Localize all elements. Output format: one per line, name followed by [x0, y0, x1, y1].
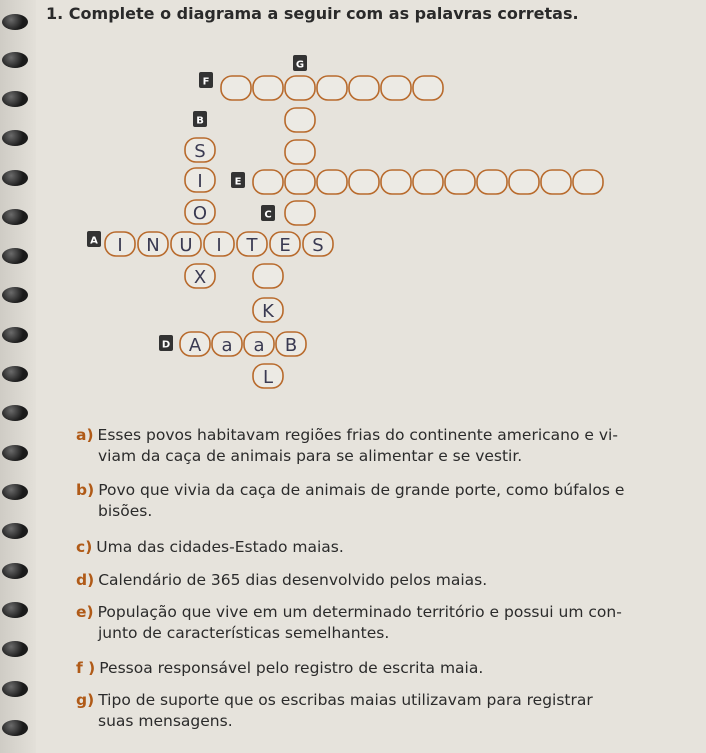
crossword-cell-g	[285, 140, 315, 164]
question-a: a) Esses povos habitavam regiões frias do continente americano e vi- viam da caça de animais para se alimentar e se vestir.	[76, 426, 618, 465]
crossword-cell-e	[413, 170, 443, 194]
binding-ring	[2, 484, 28, 500]
crossword-cell-f	[317, 76, 347, 100]
exercise-number: 1.	[46, 4, 64, 23]
clue-label-d: D	[161, 339, 171, 351]
crossword-cell-e	[253, 170, 283, 194]
clue-label-f: F	[202, 76, 210, 88]
handwritten-letter: L	[262, 367, 274, 388]
exercise-instruction: Complete o diagrama a seguir com as palavras corretas.	[68, 4, 579, 23]
crossword-cell-f	[413, 76, 443, 100]
handwritten-letter: I	[197, 171, 203, 192]
handwritten-letter: I	[117, 235, 123, 256]
crossword-cell-f	[253, 76, 283, 100]
question-b: b) Povo que vivia da caça de animais de grande porte, como búfalos e bisões.	[76, 481, 625, 520]
handwritten-letter: S	[312, 235, 324, 256]
handwritten-letter: K	[262, 301, 274, 322]
handwritten-letter: a	[221, 335, 233, 356]
binding-ring	[2, 720, 28, 736]
handwritten-letter: N	[146, 235, 160, 256]
crossword-cell-g	[285, 108, 315, 132]
crossword-cell-e	[381, 170, 411, 194]
clue-label-b: B	[196, 115, 204, 127]
handwritten-letter: X	[193, 267, 207, 288]
clue-label-g: G	[295, 59, 305, 71]
crossword-cell-e	[573, 170, 603, 194]
question-e: e) População que vive em um determinado território e possui um con- junto de características semelhantes.	[76, 603, 622, 642]
binding-ring	[2, 641, 28, 657]
crossword-cell-f	[349, 76, 379, 100]
crossword-cell-e	[541, 170, 571, 194]
crossword-cell-e	[509, 170, 539, 194]
crossword-cell-e	[285, 170, 315, 194]
binding-ring	[2, 563, 28, 579]
crossword-cell-f	[221, 76, 251, 100]
crossword-cell-e	[317, 170, 347, 194]
crossword-cell-f	[285, 76, 315, 100]
question-c: c) Uma das cidades-Estado maias.	[76, 538, 344, 556]
handwritten-letter: T	[246, 235, 258, 256]
binding-ring	[2, 523, 28, 539]
handwritten-letter: U	[179, 235, 193, 256]
clue-label-e: E	[234, 176, 242, 188]
question-d: d) Calendário de 365 dias desenvolvido pelos maias.	[76, 571, 488, 589]
crossword-cell-e	[445, 170, 475, 194]
binding-ring	[2, 681, 28, 697]
crossword-cell-c	[285, 201, 315, 225]
clue-label-c: C	[264, 209, 272, 221]
handwritten-letter: a	[253, 335, 265, 356]
crossword-cell-f	[381, 76, 411, 100]
handwritten-letter: E	[279, 235, 291, 256]
handwritten-letter: I	[216, 235, 222, 256]
handwritten-letter: B	[284, 335, 298, 356]
handwritten-letter: S	[194, 141, 206, 162]
crossword-cell-e	[349, 170, 379, 194]
handwritten-letter: O	[192, 203, 208, 224]
handwritten-letter: A	[188, 335, 202, 356]
crossword-cell-e	[477, 170, 507, 194]
question-g: g) Tipo de suporte que os escribas maias utilizavam para registrar suas mensagens.	[76, 691, 593, 730]
crossword-cell-c	[253, 264, 283, 288]
clue-label-a: A	[90, 235, 98, 247]
binding-ring	[2, 445, 28, 461]
question-f: f ) Pessoa responsável pelo registro de escrita maia.	[76, 659, 484, 677]
binding-ring	[2, 602, 28, 618]
